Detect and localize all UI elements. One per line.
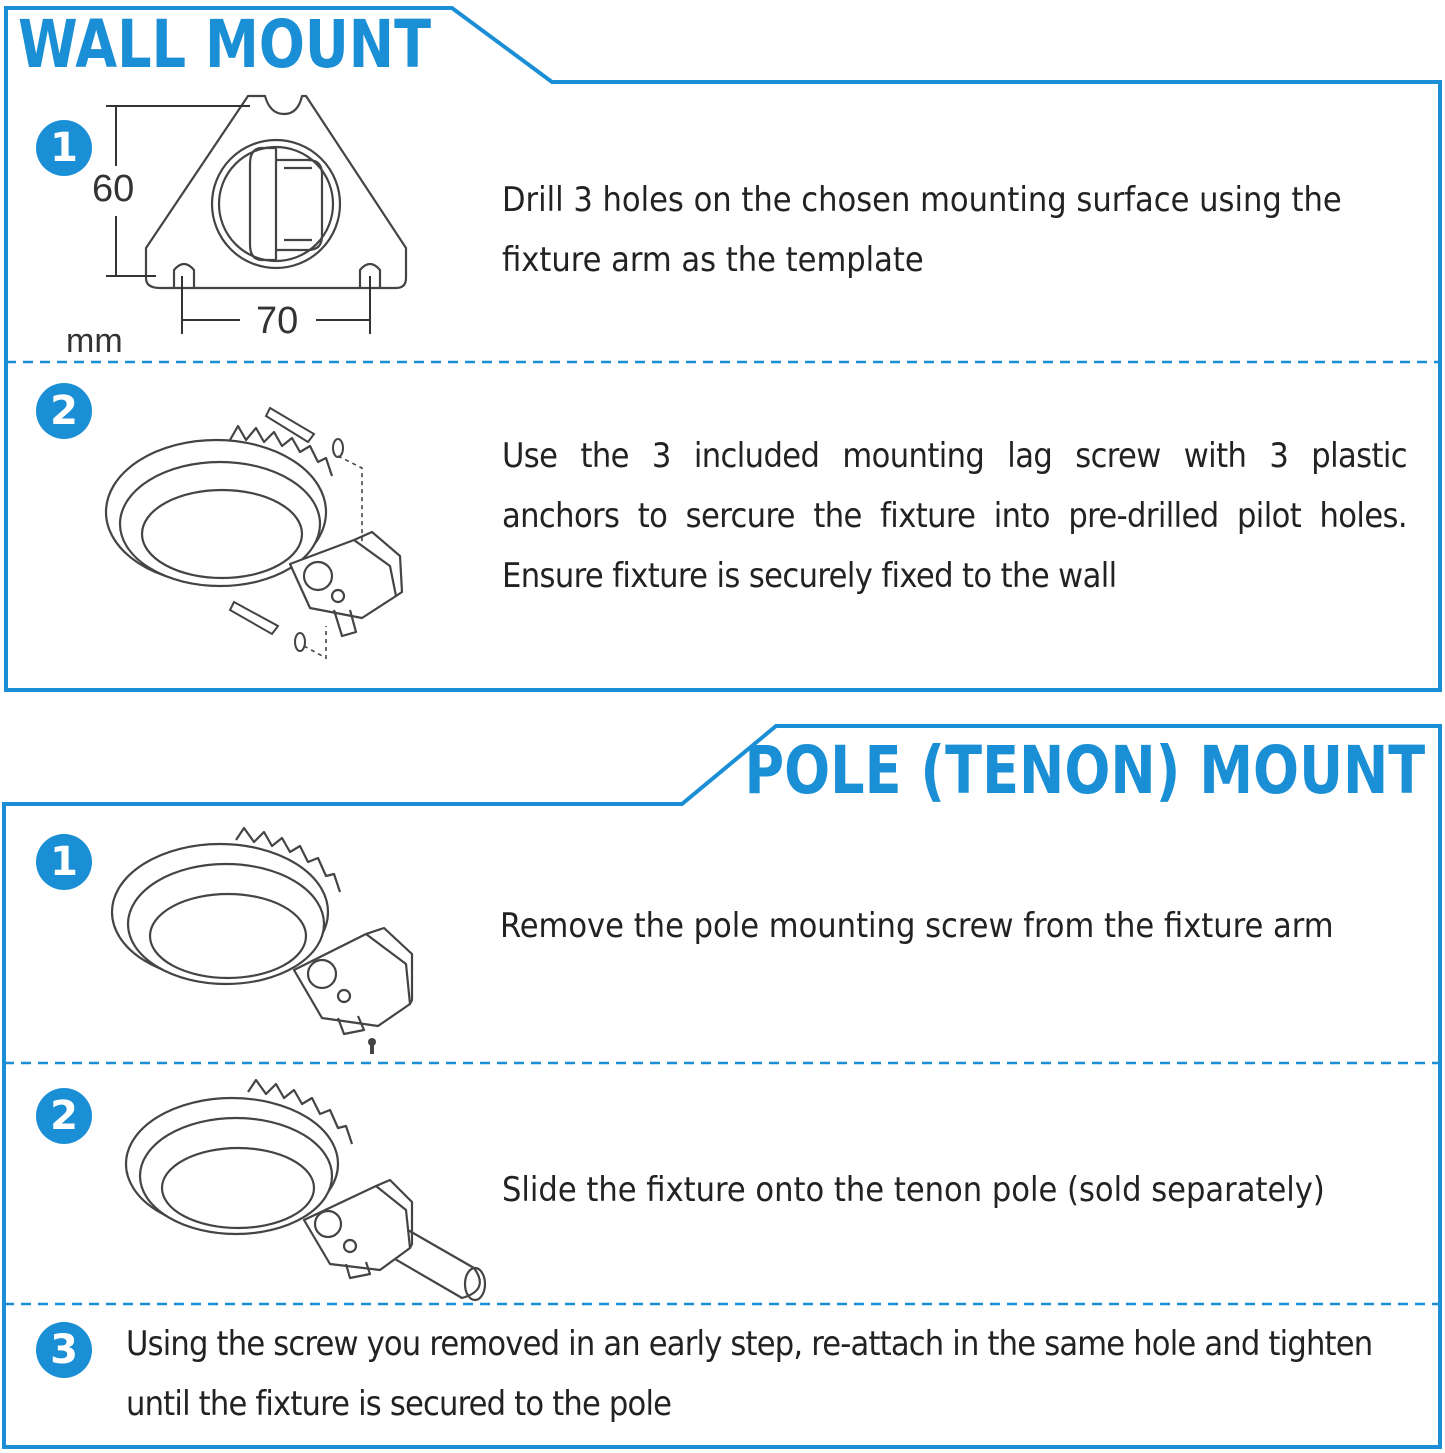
pole-fixture-screw-removal-illustration bbox=[108, 820, 428, 1060]
wall-step-1-text: Drill 3 holes on the chosen mounting surface using the fixture arm as the template bbox=[502, 180, 1342, 280]
pole-step-1-badge: 1 bbox=[36, 834, 92, 890]
wall-fixture-exploded-illustration bbox=[100, 396, 420, 666]
dimension-width-label: 70 bbox=[256, 300, 299, 342]
pole-step-1-text: Remove the pole mounting screw from the fixture arm bbox=[500, 906, 1334, 946]
pole-step-2-badge: 2 bbox=[36, 1088, 92, 1144]
dimension-unit-label: mm bbox=[66, 322, 123, 360]
dimension-height-label: 60 bbox=[92, 168, 135, 210]
wall-step-2-text: Use the 3 included mounting lag screw with 3 plastic anchors to sercure the fixture into pre-drilled pilot holes. Ensure fixture is securely fixed to the wall bbox=[502, 436, 1407, 596]
pole-step-3-text: Using the screw you removed in an early step, re-attach in the same hole and tighten until the fixture is secured to the pole bbox=[126, 1324, 1373, 1424]
pole-fixture-tenon-illustration bbox=[124, 1072, 494, 1302]
pole-step-3-badge: 3 bbox=[36, 1322, 92, 1378]
pole-mount-title: POLE (TENON) MOUNT bbox=[744, 732, 1425, 809]
wall-mount-title: WALL MOUNT bbox=[18, 6, 431, 83]
wall-step-1-badge: 1 bbox=[36, 120, 92, 176]
wall-step-2-badge: 2 bbox=[36, 383, 92, 439]
pole-step-2-text: Slide the fixture onto the tenon pole (sold separately) bbox=[502, 1170, 1325, 1210]
